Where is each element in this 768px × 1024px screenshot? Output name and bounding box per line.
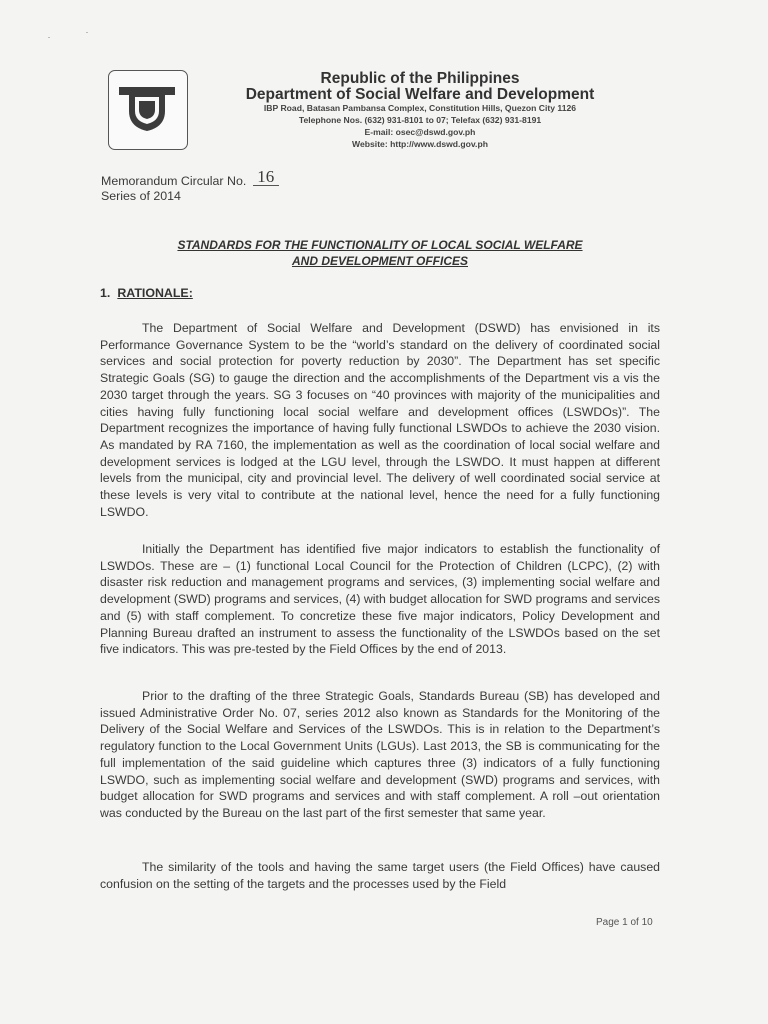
document-title-line1: STANDARDS FOR THE FUNCTIONALITY OF LOCAL SOCIAL WELFARE: [177, 238, 583, 252]
document-title-line2: AND DEVELOPMENT OFFICES: [291, 254, 468, 268]
scan-speck: [48, 37, 50, 38]
page-number: Page 1 of 10: [596, 917, 653, 928]
memo-circular: [101, 167, 279, 189]
letterhead-phone: Telephone Nos. (632) 931-8101 to 07; Telefax (632) 931-8191: [298, 115, 542, 125]
memo-circular-number: 16: [253, 169, 279, 186]
paragraph-rationale-4: The similarity of the tools and having the same target users (the Field Offices) have caused confusion on the setting of the targets and the processes used by the Field: [100, 860, 660, 891]
paragraph-rationale-1: The Department of Social Welfare and Development (DSWD) has envisioned in its Performance Governance System to be the “world’s standard on the delivery of coordinated social services and social protection for poverty reduction by 2030”. The Department has set specific Strategic Goals (SG) to gauge the direction and the accomplishments of the Department vis a vis the 2030 target through the years. SG 3 focuses on “40 provinces with majority of the municipalities and cities having fully functioning local social welfare and development offices (LSWDOs)”. The Department recognizes the importance of having fully functional LSWDOs to achieve the 2030 vision. As mandated by RA 7160, the implementation as well as the coordination of local social welfare and development services is lodged at the LGU level, through the LSWDO. It must happen at different levels from the municipal, city and provincial level. The delivery of well coordinated social service at these levels is very vital to contribute at the national level, hence the need for a fully functioning LSWDO.: [100, 321, 660, 519]
paragraph-rationale-3: Prior to the drafting of the three Strategic Goals, Standards Bureau (SB) has developed and issued Administrative Order No. 07, series 2012 also known as Standards for the Monitoring of the Delivery of the Social Welfare and Services of the LSWDOs. This is in relation to the Department’s regulatory function to the Local Government Units (LGUs). Last 2013, the SB is communicating for the full implementation of the said guideline which captures three (3) indicators of a fully functioning LSWDO, such as implementing social welfare and development (SWD) programs and services, with budget allocation for SWD programs and services and with staff complement. A roll –out orientation was conducted by the Bureau on the last part of the first semester that same year.: [100, 689, 660, 820]
paragraph-rationale-2: Initially the Department has identified five major indicators to establish the functionality of LSWDOs. These are – (1) functional Local Council for the Protection of Children (LCPC), (2) with disaster risk reduction and management programs and services, (3) implementing social welfare and development (SWD) programs and services, (4) with budget allocation for SWD programs and services and (5) with staff complement. To concretize these five major indicators, Policy Development and Planning Bureau drafted an instrument to assess the functionality of the LSWDOs based on the set five indicators. This was pre-tested by the Field Offices by the end of 2013.: [100, 542, 660, 657]
letterhead-email: E-mail: osec@dswd.gov.ph: [364, 127, 476, 137]
letterhead-department: Department of Social Welfare and Development: [245, 86, 595, 103]
letterhead-website: Website: http://www.dswd.gov.ph: [352, 139, 488, 149]
dswd-seal-icon: [108, 70, 188, 150]
memo-circular-label: Memorandum Circular No.: [101, 174, 247, 188]
section-title: RATIONALE:: [117, 286, 193, 300]
section-heading: [100, 286, 193, 300]
scan-speck: [86, 32, 88, 33]
letterhead-republic: Republic of the Philippines: [320, 70, 520, 87]
section-number: 1.: [100, 286, 111, 300]
memo-series: Series of 2014: [101, 189, 181, 203]
letterhead-address: IBP Road, Batasan Pambansa Complex, Constitution Hills, Quezon City 1126: [263, 103, 577, 113]
